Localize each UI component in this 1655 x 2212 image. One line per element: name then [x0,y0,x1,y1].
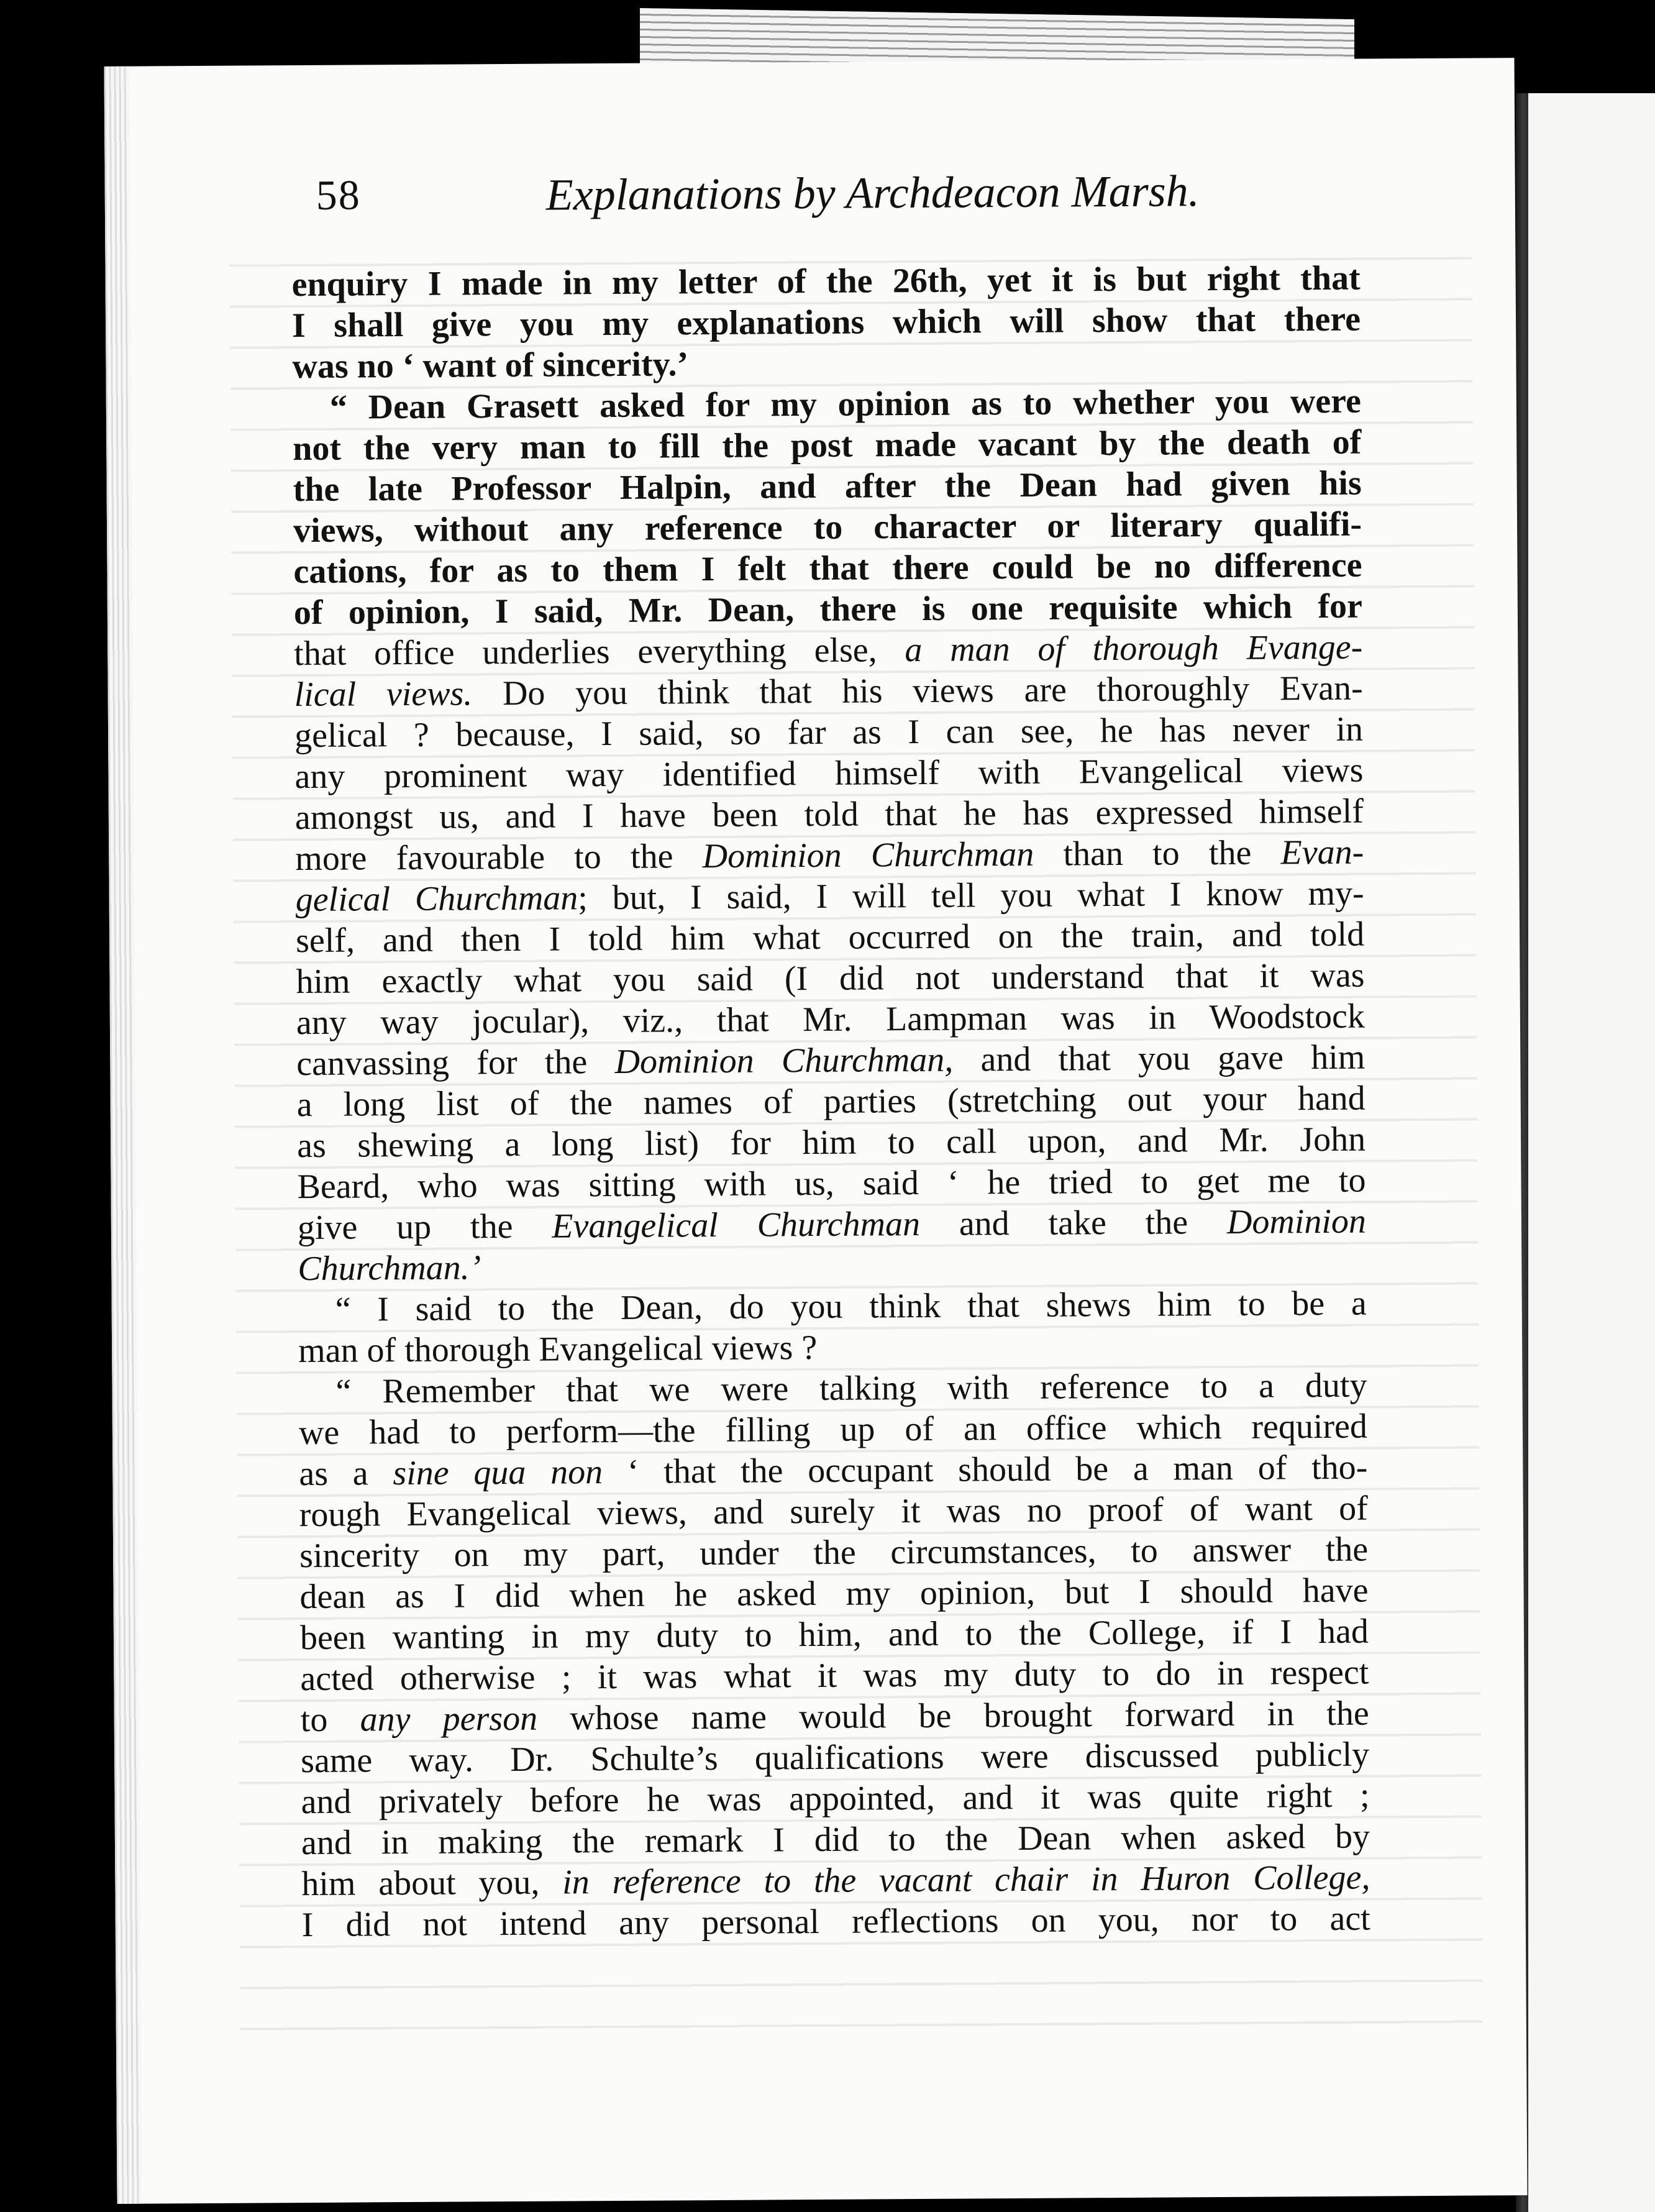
text-line: him about you, in reference to the vacant chair in Huron College, [301,1858,1370,1904]
text-line: the late Professor Halpin, and after the Dean had given his [293,464,1362,510]
text-line: “ Remember that we were talking with reference to a duty [335,1366,1367,1411]
text-line: of opinion, I said, Mr. Dean, there is one requisite which for [293,587,1363,633]
text-line: been wanting in my duty to him, and to the College, if I had [299,1612,1369,1658]
book-page [104,58,1528,2204]
text-line: we had to perform—the filling up of an office which required [298,1407,1368,1453]
text-line: Beard, who was sitting with us, said ‘ he tried to get me to [297,1161,1366,1207]
text-line: enquiry I made in my letter of the 26th, yet it is but right that [291,258,1361,304]
text-line: self, and then I told him what occurred on the train, and told [295,915,1365,961]
text-line: views, without any reference to character or literary qualifi- [293,505,1362,551]
text-line: canvassing for the Dominion Churchman, and that you gave him [296,1038,1365,1084]
text-line: to any person whose name would be brought forward in the [300,1694,1369,1740]
text-line: that office underlies everything else, a man of thorough Evange- [294,628,1363,674]
page-edge [104,66,142,2204]
facing-page [1528,93,1655,2212]
page-number: 58 [316,171,362,219]
text-line: give up the Evangelical Churchman and take the Dominion [297,1202,1367,1248]
text-line: man of thorough Evangelical views ? [298,1328,818,1371]
text-line: I shall give you my explanations which will show that there [291,299,1361,345]
text-line: him exactly what you said (I did not understand that it was [296,956,1365,1002]
text-line: any prominent way identified himself with Evangelical views [294,751,1364,797]
text-line: I did not intend any personal reflections on you, nor to act [301,1899,1370,1945]
text-line: gelical Churchman; but, I said, I will tell you what I know my- [295,874,1364,920]
text-line: dean as I did when he asked my opinion, but I should have [299,1571,1369,1617]
text-line: as shewing a long list) for him to call upon, and Mr. John [296,1120,1366,1166]
text-line: more favourable to the Dominion Churchman than to the Evan- [295,833,1364,879]
text-line: Churchman.’ [298,1248,481,1289]
text-line: same way. Dr. Schulte’s qualifications were discussed publicly [300,1735,1370,1781]
text-line: as a sine qua non ‘ that the occupant should be a man of tho- [299,1448,1368,1494]
text-line: rough Evangelical views, and surely it was no proof of want of [299,1489,1368,1535]
text-line: sincerity on my part, under the circumstances, to answer the [299,1530,1369,1576]
text-line: gelical ? because, I said, so far as I can see, he has never in [294,710,1364,756]
text-line: amongst us, and I have been told that he has expressed himself [294,792,1364,838]
text-line: and privately before he was appointed, and it was quite right ; [301,1776,1370,1822]
text-line: not the very man to fill the post made vacant by the death of [293,423,1362,468]
text-line: was no ‘ want of sincerity.’ [292,345,689,386]
running-title: Explanations by Archdeacon Marsh. [545,166,1200,220]
text-line: “ I said to the Dean, do you think that shews him to be a [335,1284,1367,1329]
text-line: lical views. Do you think that his views are thoroughly Evan- [294,669,1363,715]
text-line: a long list of the names of parties (stretching out your hand [296,1079,1365,1125]
text-line: and in making the remark I did to the Dean when asked by [301,1817,1370,1863]
text-line: cations, for as to them I felt that there could be no difference [293,546,1362,592]
text-line: any way jocular), viz., that Mr. Lampman was in Woodstock [296,997,1365,1043]
page-header [316,165,1336,245]
text-line: “ Dean Grasett asked for my opinion as to whether you were [329,382,1362,427]
body-text [291,258,1370,1945]
text-line: acted otherwise ; it was what it was my duty to do in respect [300,1653,1369,1699]
